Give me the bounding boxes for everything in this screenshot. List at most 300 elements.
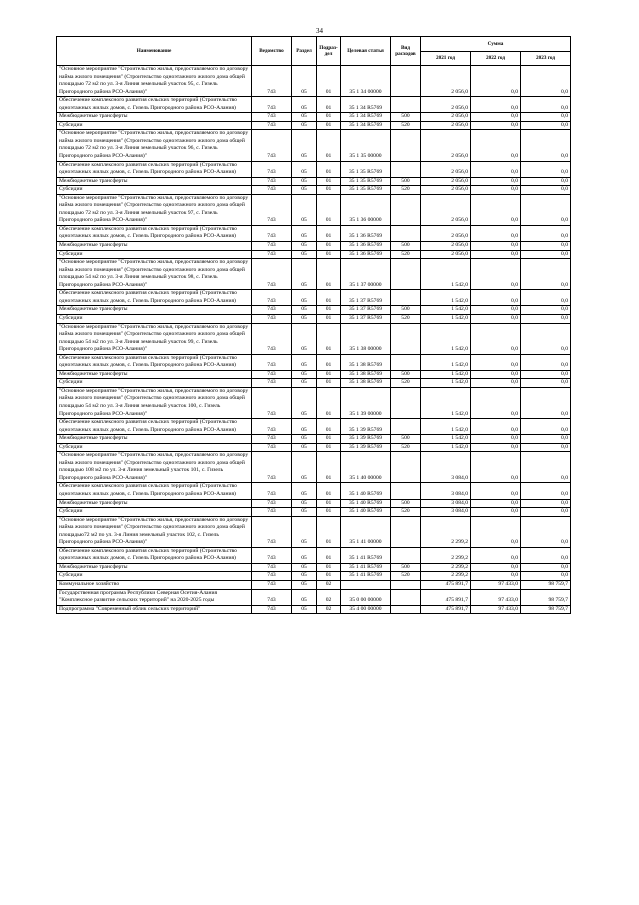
row-ved: 743	[252, 483, 292, 499]
row-cs: 35 1 36 R5769	[341, 225, 391, 241]
row-name: Межбюджетные трансферты	[57, 370, 252, 379]
table-row	[57, 354, 571, 370]
row-name: Субсидии	[57, 572, 252, 581]
row-ved: 743	[252, 242, 292, 251]
header-summa: Сумма	[421, 37, 571, 52]
row-2022: 0,0	[471, 250, 521, 259]
row-name: "Основное мероприятие "Строительство жилья, предоставляемого по договору найма жилого помещения" (Строительство одноэтажного жилого дома общей площадью 72 м2 по ул. 3-я Линия земельный участок 97, с. Гизель Пригородного района РСО-Алания)"	[57, 194, 252, 225]
row-name: Межбюджетные трансферты	[57, 435, 252, 444]
row-razdel: 05	[292, 499, 317, 508]
row-ved: 743	[252, 563, 292, 572]
row-ved: 743	[252, 419, 292, 435]
row-podrazdel: 01	[317, 113, 341, 122]
row-2022: 0,0	[471, 516, 521, 547]
table-row	[57, 435, 571, 444]
row-vr: 520	[391, 250, 421, 259]
row-2023: 0,0	[521, 161, 571, 177]
row-ved: 743	[252, 572, 292, 581]
row-vr: 520	[391, 379, 421, 388]
header-podrazdel: Подраз-дел	[317, 37, 341, 66]
table-row	[57, 483, 571, 499]
table-row	[57, 250, 571, 259]
row-2023: 0,0	[521, 194, 571, 225]
row-name: Обеспечение комплексного развития сельских территорий (Строительство одноэтажных жилых домов, с. Гизель Пригородного района РСО-Алания)	[57, 290, 252, 306]
row-cs: 35 1 36 R5769	[341, 250, 391, 259]
row-2021: 1 542,0	[421, 354, 471, 370]
row-vr	[391, 419, 421, 435]
row-2021: 2 056,0	[421, 242, 471, 251]
row-cs: 35 1 37 00000	[341, 259, 391, 290]
table-row	[57, 177, 571, 186]
row-2023: 98 759,7	[521, 581, 571, 590]
row-2021: 1 542,0	[421, 290, 471, 306]
row-razdel: 05	[292, 259, 317, 290]
row-podrazdel: 01	[317, 499, 341, 508]
row-podrazdel: 01	[317, 516, 341, 547]
row-podrazdel: 01	[317, 242, 341, 251]
row-razdel: 05	[292, 387, 317, 418]
row-2021: 2 056,0	[421, 121, 471, 130]
row-name: Межбюджетные трансферты	[57, 306, 252, 315]
row-podrazdel: 02	[317, 589, 341, 605]
row-2021: 1 542,0	[421, 419, 471, 435]
table-row	[57, 516, 571, 547]
row-2022: 0,0	[471, 443, 521, 452]
row-cs: 35 1 40 R5769	[341, 499, 391, 508]
row-2021: 1 542,0	[421, 387, 471, 418]
row-ved: 743	[252, 589, 292, 605]
table-row	[57, 186, 571, 195]
table-row	[57, 121, 571, 130]
row-cs: 35 1 41 R5769	[341, 563, 391, 572]
row-2023: 0,0	[521, 443, 571, 452]
row-vr: 500	[391, 563, 421, 572]
table-row	[57, 306, 571, 315]
row-vr	[391, 483, 421, 499]
row-ved: 743	[252, 259, 292, 290]
row-vr: 520	[391, 314, 421, 323]
row-2021: 2 299,2	[421, 563, 471, 572]
row-razdel: 05	[292, 130, 317, 161]
row-podrazdel: 01	[317, 177, 341, 186]
row-name: Межбюджетные трансферты	[57, 499, 252, 508]
row-razdel: 05	[292, 581, 317, 590]
header-razdel: Раздел	[292, 37, 317, 66]
row-podrazdel: 01	[317, 66, 341, 97]
row-cs: 35 1 37 R5769	[341, 314, 391, 323]
row-2023: 0,0	[521, 186, 571, 195]
row-cs: 35 1 39 R5769	[341, 435, 391, 444]
row-2021: 3 084,0	[421, 499, 471, 508]
row-2022: 0,0	[471, 483, 521, 499]
row-podrazdel: 01	[317, 97, 341, 113]
row-2021: 2 056,0	[421, 194, 471, 225]
table-row	[57, 443, 571, 452]
row-2023: 0,0	[521, 508, 571, 517]
row-vr: 500	[391, 306, 421, 315]
row-name: Обеспечение комплексного развития сельских территорий (Строительство одноэтажных жилых домов, с. Гизель Пригородного района РСО-Алания)	[57, 225, 252, 241]
row-2023: 0,0	[521, 306, 571, 315]
header-2023: 2023 год	[521, 52, 571, 66]
row-ved: 743	[252, 508, 292, 517]
row-2022: 0,0	[471, 370, 521, 379]
row-razdel: 05	[292, 290, 317, 306]
row-podrazdel: 01	[317, 259, 341, 290]
row-name: Субсидии	[57, 314, 252, 323]
row-2021: 1 542,0	[421, 306, 471, 315]
row-2022: 0,0	[471, 177, 521, 186]
table-row	[57, 387, 571, 418]
row-cs: 35 1 34 R5769	[341, 113, 391, 122]
row-razdel: 05	[292, 547, 317, 563]
row-2021: 2 299,2	[421, 572, 471, 581]
table-row	[57, 452, 571, 483]
row-2022: 0,0	[471, 323, 521, 354]
row-podrazdel: 01	[317, 194, 341, 225]
row-name: Коммунальное хозяйство	[57, 581, 252, 590]
row-2021: 3 084,0	[421, 452, 471, 483]
row-2023: 0,0	[521, 250, 571, 259]
table-row	[57, 563, 571, 572]
row-razdel: 05	[292, 516, 317, 547]
row-2023: 0,0	[521, 97, 571, 113]
row-podrazdel: 01	[317, 379, 341, 388]
row-name: Субсидии	[57, 250, 252, 259]
header-cs: Целевая статья	[341, 37, 391, 66]
row-podrazdel: 01	[317, 130, 341, 161]
row-razdel: 05	[292, 161, 317, 177]
row-2023: 0,0	[521, 259, 571, 290]
row-cs: 35 1 38 R5769	[341, 379, 391, 388]
row-podrazdel: 02	[317, 581, 341, 590]
row-razdel: 05	[292, 435, 317, 444]
row-cs: 35 1 36 R5769	[341, 242, 391, 251]
row-name: Межбюджетные трансферты	[57, 242, 252, 251]
row-2023: 0,0	[521, 563, 571, 572]
row-2023: 0,0	[521, 225, 571, 241]
row-2022: 0,0	[471, 97, 521, 113]
row-vr	[391, 589, 421, 605]
row-name: Межбюджетные трансферты	[57, 563, 252, 572]
row-vr	[391, 97, 421, 113]
table-row	[57, 113, 571, 122]
row-2022: 0,0	[471, 242, 521, 251]
row-name: Обеспечение комплексного развития сельских территорий (Строительство одноэтажных жилых домов, с. Гизель Пригородного района РСО-Алания)	[57, 354, 252, 370]
row-vr: 500	[391, 242, 421, 251]
header-ved: Ведомство	[252, 37, 292, 66]
row-cs: 35 1 36 00000	[341, 194, 391, 225]
row-2022: 0,0	[471, 354, 521, 370]
row-name: Субсидии	[57, 121, 252, 130]
table-row	[57, 379, 571, 388]
table-row	[57, 323, 571, 354]
row-2022: 0,0	[471, 387, 521, 418]
row-razdel: 05	[292, 323, 317, 354]
row-name: Субсидии	[57, 379, 252, 388]
row-2021: 1 542,0	[421, 443, 471, 452]
row-2022: 0,0	[471, 314, 521, 323]
table-row	[57, 130, 571, 161]
row-vr: 520	[391, 121, 421, 130]
table-header	[57, 37, 571, 66]
row-cs	[341, 581, 391, 590]
row-2023: 0,0	[521, 419, 571, 435]
row-cs: 35 1 40 00000	[341, 452, 391, 483]
row-razdel: 05	[292, 113, 317, 122]
row-2021: 1 542,0	[421, 323, 471, 354]
row-vr	[391, 605, 421, 614]
row-vr	[391, 516, 421, 547]
row-2021: 2 056,0	[421, 113, 471, 122]
row-2022: 0,0	[471, 379, 521, 388]
row-ved: 743	[252, 605, 292, 614]
row-2023: 0,0	[521, 379, 571, 388]
row-2022: 0,0	[471, 508, 521, 517]
row-vr	[391, 323, 421, 354]
row-ved: 743	[252, 290, 292, 306]
row-podrazdel: 01	[317, 290, 341, 306]
row-vr	[391, 225, 421, 241]
header-name: Наименование	[57, 37, 252, 66]
row-razdel: 05	[292, 314, 317, 323]
table-row	[57, 605, 571, 614]
row-razdel: 05	[292, 225, 317, 241]
row-razdel: 05	[292, 66, 317, 97]
row-2022: 97 433,0	[471, 589, 521, 605]
table-body	[57, 66, 571, 614]
row-2022: 97 433,0	[471, 605, 521, 614]
row-vr	[391, 581, 421, 590]
row-podrazdel: 01	[317, 250, 341, 259]
row-vr	[391, 354, 421, 370]
row-2022: 97 433,0	[471, 581, 521, 590]
header-vr: Вид расходов	[391, 37, 421, 66]
row-cs: 35 1 39 00000	[341, 387, 391, 418]
row-ved: 743	[252, 130, 292, 161]
row-razdel: 05	[292, 572, 317, 581]
row-2023: 0,0	[521, 314, 571, 323]
row-cs: 35 1 37 R5769	[341, 306, 391, 315]
row-vr	[391, 452, 421, 483]
row-2023: 0,0	[521, 354, 571, 370]
row-2021: 475 891,7	[421, 605, 471, 614]
row-name: "Основное мероприятие "Строительство жилья, предоставляемого по договору найма жилого помещения" (Строительство одноэтажного жилого дома общей площадью 54 м2 по ул. 3-я Линия земельный участок 99, с. Гизель Пригородного района РСО-Алания)"	[57, 323, 252, 354]
row-razdel: 05	[292, 354, 317, 370]
row-cs: 35 1 41 R5769	[341, 572, 391, 581]
row-2021: 2 056,0	[421, 186, 471, 195]
row-vr	[391, 259, 421, 290]
row-podrazdel: 01	[317, 563, 341, 572]
row-2023: 0,0	[521, 516, 571, 547]
row-cs: 35 1 34 00000	[341, 66, 391, 97]
row-razdel: 05	[292, 306, 317, 315]
row-2021: 3 084,0	[421, 508, 471, 517]
row-cs: 35 1 38 00000	[341, 323, 391, 354]
row-name: Обеспечение комплексного развития сельских территорий (Строительство одноэтажных жилых домов, с. Гизель Пригородного района РСО-Алания)	[57, 547, 252, 563]
row-ved: 743	[252, 177, 292, 186]
row-ved: 743	[252, 499, 292, 508]
row-ved: 743	[252, 97, 292, 113]
row-2022: 0,0	[471, 113, 521, 122]
row-ved: 743	[252, 186, 292, 195]
budget-table	[56, 36, 571, 614]
row-2021: 1 542,0	[421, 435, 471, 444]
row-vr	[391, 194, 421, 225]
row-2023: 0,0	[521, 177, 571, 186]
row-ved: 743	[252, 387, 292, 418]
row-cs: 35 1 41 00000	[341, 516, 391, 547]
row-ved: 743	[252, 435, 292, 444]
row-podrazdel: 01	[317, 435, 341, 444]
row-vr: 520	[391, 508, 421, 517]
row-cs: 35 1 37 R5769	[341, 290, 391, 306]
row-razdel: 05	[292, 452, 317, 483]
row-2021: 2 056,0	[421, 177, 471, 186]
row-podrazdel: 01	[317, 483, 341, 499]
row-2023: 0,0	[521, 547, 571, 563]
row-2022: 0,0	[471, 194, 521, 225]
row-2023: 0,0	[521, 452, 571, 483]
row-razdel: 05	[292, 589, 317, 605]
row-2022: 0,0	[471, 572, 521, 581]
row-podrazdel: 01	[317, 387, 341, 418]
row-razdel: 05	[292, 508, 317, 517]
row-ved: 743	[252, 121, 292, 130]
row-vr	[391, 547, 421, 563]
row-2021: 2 056,0	[421, 161, 471, 177]
row-podrazdel: 01	[317, 306, 341, 315]
row-ved: 743	[252, 113, 292, 122]
row-podrazdel: 01	[317, 370, 341, 379]
row-ved: 743	[252, 370, 292, 379]
row-2023: 0,0	[521, 387, 571, 418]
table-row	[57, 314, 571, 323]
row-2023: 0,0	[521, 290, 571, 306]
row-2021: 1 542,0	[421, 379, 471, 388]
row-2021: 1 542,0	[421, 314, 471, 323]
table-row	[57, 589, 571, 605]
row-name: Обеспечение комплексного развития сельских территорий (Строительство одноэтажных жилых домов, с. Гизель Пригородного района РСО-Алания)	[57, 97, 252, 113]
row-ved: 743	[252, 250, 292, 259]
row-podrazdel: 01	[317, 186, 341, 195]
row-ved: 743	[252, 225, 292, 241]
row-2021: 2 299,2	[421, 516, 471, 547]
row-razdel: 05	[292, 186, 317, 195]
row-name: Межбюджетные трансферты	[57, 113, 252, 122]
row-cs: 35 1 34 R5769	[341, 121, 391, 130]
row-cs: 35 1 35 00000	[341, 130, 391, 161]
row-ved: 743	[252, 66, 292, 97]
row-name: Подпрограмма "Современный облик сельских территорий"	[57, 605, 252, 614]
row-vr	[391, 161, 421, 177]
row-podrazdel: 02	[317, 605, 341, 614]
row-2021: 2 056,0	[421, 97, 471, 113]
row-2022: 0,0	[471, 66, 521, 97]
row-2023: 0,0	[521, 572, 571, 581]
row-name: "Основное мероприятие "Строительство жилья, предоставляемого по договору найма жилого помещения" (Строительство одноэтажного жилого дома общей площадью 108 м2 по ул. 3-я Линия земельный участок 101, с. Гизель Пригородного района РСО-Алания)"	[57, 452, 252, 483]
row-2023: 0,0	[521, 483, 571, 499]
row-2021: 2 056,0	[421, 66, 471, 97]
table-row	[57, 547, 571, 563]
table-row	[57, 370, 571, 379]
row-vr: 500	[391, 113, 421, 122]
row-2023: 0,0	[521, 323, 571, 354]
row-ved: 743	[252, 354, 292, 370]
row-name: "Основное мероприятие "Строительство жилья, предоставляемого по договору найма жилого помещения" (Строительство одноэтажного жилого дома общей площадью 54 м2 по ул. 3-я Линия земельный участок 98, с. Гизель Пригородного района РСО-Алания)"	[57, 259, 252, 290]
row-razdel: 05	[292, 242, 317, 251]
table-row	[57, 66, 571, 97]
header-2022: 2022 год	[471, 52, 521, 66]
row-cs: 35 1 40 R5769	[341, 508, 391, 517]
row-2021: 2 299,2	[421, 547, 471, 563]
row-name: "Основное мероприятие "Строительство жилья, предоставляемого по договору найма жилого помещения" (Строительство одноэтажного жилого дома общей площадью 72 м2 по ул. 3-я Линия земельный участок 95, с. Гизель Пригородного района РСО-Алания)"	[57, 66, 252, 97]
row-vr	[391, 387, 421, 418]
row-name: Субсидии	[57, 508, 252, 517]
row-name: Государственная программа Республики Северная Осетия-Алания "Комплексное развитие сельских территорий" на 2020-2025 годы	[57, 589, 252, 605]
row-2022: 0,0	[471, 290, 521, 306]
row-2022: 0,0	[471, 130, 521, 161]
row-name: "Основное мероприятие "Строительство жилья, предоставляемого по договору найма жилого помещения" (Строительство одноэтажного жилого дома общей площадью 54 м2 по ул. 3-я Линия земельный участок 100, с. Гизель Пригородного района РСО-Алания)"	[57, 387, 252, 418]
row-name: Субсидии	[57, 443, 252, 452]
row-razdel: 05	[292, 563, 317, 572]
row-2021: 2 056,0	[421, 130, 471, 161]
row-2023: 0,0	[521, 499, 571, 508]
row-2022: 0,0	[471, 225, 521, 241]
table-row	[57, 225, 571, 241]
row-podrazdel: 01	[317, 443, 341, 452]
row-podrazdel: 01	[317, 314, 341, 323]
row-2022: 0,0	[471, 121, 521, 130]
row-razdel: 05	[292, 370, 317, 379]
row-ved: 743	[252, 161, 292, 177]
row-cs: 35 1 41 R5769	[341, 547, 391, 563]
row-ved: 743	[252, 379, 292, 388]
row-podrazdel: 01	[317, 121, 341, 130]
row-2023: 0,0	[521, 121, 571, 130]
row-razdel: 05	[292, 97, 317, 113]
row-2023: 0,0	[521, 66, 571, 97]
row-podrazdel: 01	[317, 547, 341, 563]
row-ved: 743	[252, 194, 292, 225]
row-cs: 35 1 35 R5769	[341, 177, 391, 186]
row-ved: 743	[252, 323, 292, 354]
row-vr	[391, 290, 421, 306]
row-podrazdel: 01	[317, 508, 341, 517]
row-razdel: 05	[292, 379, 317, 388]
row-2021: 3 084,0	[421, 483, 471, 499]
row-2023: 0,0	[521, 370, 571, 379]
header-2021: 2021 год	[421, 52, 471, 66]
table-row	[57, 259, 571, 290]
row-vr: 500	[391, 499, 421, 508]
row-vr: 520	[391, 186, 421, 195]
row-2021: 1 542,0	[421, 370, 471, 379]
row-ved: 743	[252, 581, 292, 590]
row-name: "Основное мероприятие "Строительство жилья, предоставляемого по договору найма жилого помещения" (Строительство одноэтажного жилого дома общей площадью 72 м2 по ул. 3-я Линия земельный участок 96, с. Гизель Пригородного района РСО-Алания)"	[57, 130, 252, 161]
row-name: Обеспечение комплексного развития сельских территорий (Строительство одноэтажных жилых домов, с. Гизель Пригородного района РСО-Алания)	[57, 419, 252, 435]
row-cs: 35 1 39 R5769	[341, 419, 391, 435]
row-2023: 0,0	[521, 130, 571, 161]
row-2022: 0,0	[471, 499, 521, 508]
row-2021: 475 891,7	[421, 589, 471, 605]
row-2021: 2 056,0	[421, 225, 471, 241]
row-podrazdel: 01	[317, 161, 341, 177]
row-2022: 0,0	[471, 563, 521, 572]
row-vr: 520	[391, 572, 421, 581]
row-2022: 0,0	[471, 435, 521, 444]
row-podrazdel: 01	[317, 323, 341, 354]
row-2021: 475 891,7	[421, 581, 471, 590]
